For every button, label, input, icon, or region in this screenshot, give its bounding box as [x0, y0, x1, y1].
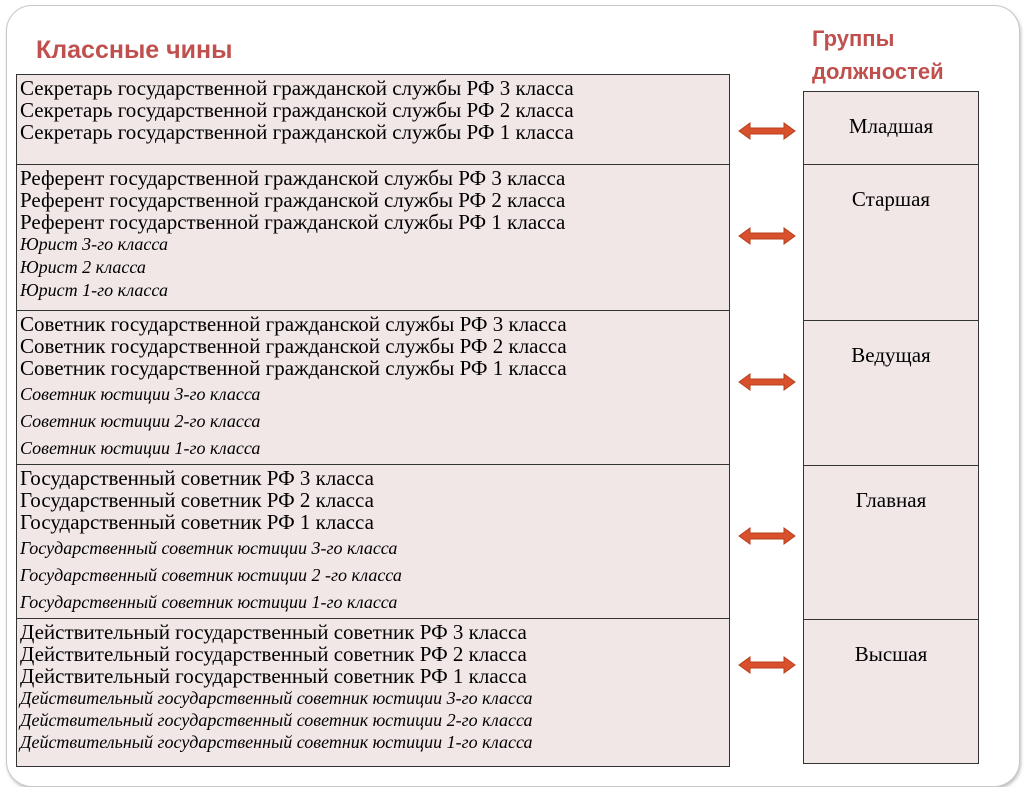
- rank-block-highest: [16, 618, 730, 767]
- double-arrow-icon: [738, 226, 796, 246]
- rank-justice-line: Советник юстиции 2-го класса: [20, 411, 261, 431]
- double-arrow-icon: [738, 121, 796, 141]
- group-label: Главная: [855, 488, 927, 512]
- rank-line: Советник государственной гражданской службы РФ 3 класса: [20, 312, 567, 336]
- rank-justice-line: Юрист 3-го класса: [20, 234, 168, 254]
- group-label: Старшая: [851, 187, 931, 211]
- slide-title: Классные чины: [36, 36, 233, 64]
- rank-block-senior: [16, 164, 730, 311]
- rank-line: Государственный советник РФ 3 класса: [20, 466, 374, 490]
- group-label: Младшая: [848, 114, 934, 138]
- rank-justice-line: Действительный государственный советник юстиции 3-го класса: [20, 688, 533, 708]
- rank-line: Действительный государственный советник РФ 3 класса: [20, 620, 527, 644]
- rank-justice-line: Государственный советник юстиции 3-го класса: [20, 538, 398, 558]
- group-cell-highest: [803, 619, 979, 764]
- rank-justice-line: Государственный советник юстиции 2 -го класса: [20, 565, 402, 585]
- rank-justice-line: Государственный советник юстиции 1-го класса: [20, 592, 398, 612]
- rank-line: Референт государственной гражданской службы РФ 2 класса: [20, 188, 566, 212]
- rank-line: Референт государственной гражданской службы РФ 3 класса: [20, 166, 566, 190]
- rank-line: Действительный государственный советник РФ 2 класса: [20, 642, 527, 666]
- rank-justice-line: Действительный государственный советник юстиции 2-го класса: [20, 710, 533, 730]
- rank-justice-line: Юрист 1-го класса: [20, 280, 168, 300]
- rank-line: Действительный государственный советник РФ 1 класса: [20, 664, 527, 688]
- group-cell-main: [803, 465, 979, 620]
- rank-line: Советник государственной гражданской службы РФ 1 класса: [20, 356, 567, 380]
- group-cell-leading: [803, 320, 979, 466]
- rank-line: Государственный советник РФ 2 класса: [20, 488, 374, 512]
- rank-line: Секретарь государственной гражданской службы РФ 1 класса: [20, 120, 574, 144]
- rank-justice-line: Юрист 2 класса: [20, 257, 146, 277]
- group-cell-senior: [803, 164, 979, 321]
- rank-line: Секретарь государственной гражданской службы РФ 3 класса: [20, 76, 574, 100]
- rank-line: Советник государственной гражданской службы РФ 2 класса: [20, 334, 567, 358]
- rank-line: Государственный советник РФ 1 класса: [20, 510, 374, 534]
- rank-block-leading: [16, 310, 730, 465]
- rank-block-main: [16, 464, 730, 619]
- double-arrow-icon: [738, 526, 796, 546]
- double-arrow-icon: [738, 372, 796, 392]
- group-label: Ведущая: [851, 343, 931, 367]
- rank-line: Референт государственной гражданской службы РФ 1 класса: [20, 210, 566, 234]
- double-arrow-icon: [738, 655, 796, 675]
- rank-justice-line: Советник юстиции 3-го класса: [20, 384, 261, 404]
- rank-justice-line: Советник юстиции 1-го класса: [20, 438, 261, 458]
- group-label: Высшая: [854, 642, 928, 666]
- group-cell-junior: [803, 91, 979, 165]
- rank-block-junior: [16, 74, 730, 165]
- rank-line: Секретарь государственной гражданской службы РФ 2 класса: [20, 98, 574, 122]
- groups-header: Группы должностей: [812, 26, 944, 84]
- rank-justice-line: Действительный государственный советник юстиции 1-го класса: [20, 732, 533, 752]
